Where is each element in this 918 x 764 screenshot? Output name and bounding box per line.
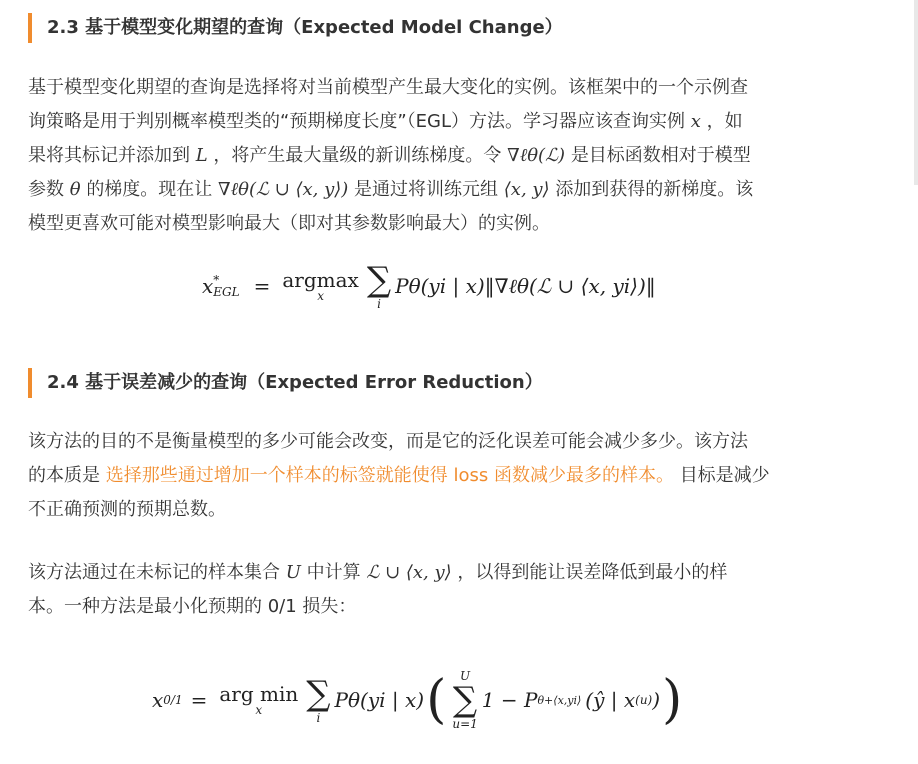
inner-p-subscript: θ+⟨x,yi⟩	[537, 693, 582, 707]
text-run: 该方法通过在未标记的样本集合	[28, 562, 280, 583]
formula-operator	[282, 270, 358, 302]
sum-subscript: i	[316, 711, 321, 725]
inner-sum-subscript: u=1	[452, 717, 478, 731]
text-run: ，以得到能让误差降低到最小的样	[457, 562, 728, 583]
formula-term: Pθ(yi | x)	[334, 688, 425, 712]
text-run: 是目标函数相对于模型	[570, 145, 751, 166]
sum-symbol: ∑	[306, 674, 331, 714]
paragraph-line: 基于模型变化期望的查询是选择将对当前模型产生最大变化的实例。该框架中的一个示例查	[28, 77, 748, 98]
paragraph-line	[28, 459, 888, 493]
formula-lhs: x	[202, 274, 214, 298]
inner-arg: (ŷ | x	[585, 688, 636, 712]
inner-arg-close: )	[652, 688, 661, 712]
text-run: 果将其标记并添加到	[28, 145, 190, 166]
text-run: ，将产生最大量级的新训练梯度。令	[213, 145, 502, 166]
math-inline: θ	[69, 179, 81, 200]
section-2-3-heading	[28, 13, 563, 43]
text-run: 中计算	[306, 562, 361, 583]
sum-subscript: i	[377, 297, 381, 311]
inner-arg-superscript: (u)	[635, 693, 653, 707]
left-paren: (	[426, 670, 447, 730]
paragraph-line	[28, 105, 888, 139]
text-run: 是通过将训练元组	[354, 179, 499, 200]
section-2-4-heading-text: 2.4 基于误差减少的查询（Expected Error Reduction）	[47, 372, 543, 393]
operator-subscript: x	[255, 703, 263, 717]
text-run: 的本质是	[28, 465, 100, 486]
inner-sum-superscript: U	[460, 669, 471, 683]
formula-equals: =	[253, 274, 271, 298]
math-inline: ∇ℓθ(ℒ)	[507, 145, 566, 166]
paragraph-line: 不正确预测的预期总数。	[28, 499, 226, 520]
math-inline: x	[690, 111, 701, 132]
operator-text: argmax	[282, 268, 359, 292]
paragraph-line: 模型更喜欢可能对模型影响最大（即对其参数影响最大）的实例。	[28, 213, 550, 234]
section-2-4-paragraph-2	[28, 556, 888, 624]
operator-text: arg min	[219, 682, 299, 706]
paragraph-line	[28, 173, 888, 207]
highlighted-text: 选择那些通过增加一个样本的标签就能使得 loss 函数减少最多的样本。	[105, 465, 674, 486]
text-run: 参数	[28, 179, 64, 200]
section-2-4-heading	[28, 368, 543, 398]
formula-equals: =	[190, 688, 208, 712]
paragraph-line: 该方法的目的不是衡量模型的多少可能会改变，而是它的泛化误差可能会减少多少。该方法	[28, 431, 748, 452]
inner-sum-symbol: ∑	[452, 680, 478, 720]
formula-superscript: *	[213, 273, 220, 287]
math-inline: ℒ ∪ ⟨x, y⟩	[366, 562, 452, 583]
text-run: 目标是减少	[679, 465, 770, 486]
math-inline: U	[285, 562, 301, 583]
formula-inner-sum	[452, 670, 477, 730]
text-run: 的梯度。现在让	[86, 179, 213, 200]
formula-subscript: 0/1	[163, 693, 183, 707]
scrollbar-track[interactable]	[914, 0, 918, 185]
right-paren: )	[662, 670, 683, 730]
formula-operator	[219, 684, 298, 716]
math-inline: ∇ℓθ(ℒ ∪ ⟨x, y⟩)	[218, 179, 349, 200]
math-inline: ⟨x, y⟩	[503, 179, 550, 200]
inner-body: 1 − P	[481, 688, 538, 712]
sum-symbol: ∑	[366, 260, 392, 300]
formula-lhs: x	[152, 688, 164, 712]
formula-sum	[367, 262, 391, 310]
formula-body: Pθ(yi | x)‖∇ℓθ(ℒ ∪ ⟨x, yi⟩)‖	[395, 273, 656, 298]
text-run: 询策略是用于判别概率模型类的“预期梯度长度”（EGL）方法。学习器应该查询实例	[28, 111, 685, 132]
operator-subscript: x	[317, 289, 324, 303]
section-2-4-paragraph-1	[28, 425, 888, 527]
formula-subscript: EGL	[213, 285, 240, 299]
paragraph-line	[28, 139, 888, 173]
section-2-3-heading-text: 2.3 基于模型变化期望的查询（Expected Model Change）	[47, 17, 563, 38]
text-run: ，如	[706, 111, 743, 132]
formula-sum	[306, 676, 330, 724]
paragraph-line	[28, 556, 888, 590]
formula-0-1-loss	[152, 670, 684, 730]
text-run: 添加到获得的新梯度。该	[555, 179, 754, 200]
math-inline: L	[195, 145, 208, 166]
paragraph-line: 本。一种方法是最小化预期的 0/1 损失：	[28, 596, 357, 617]
section-2-3-paragraph	[28, 71, 888, 241]
formula-egl	[202, 262, 656, 310]
